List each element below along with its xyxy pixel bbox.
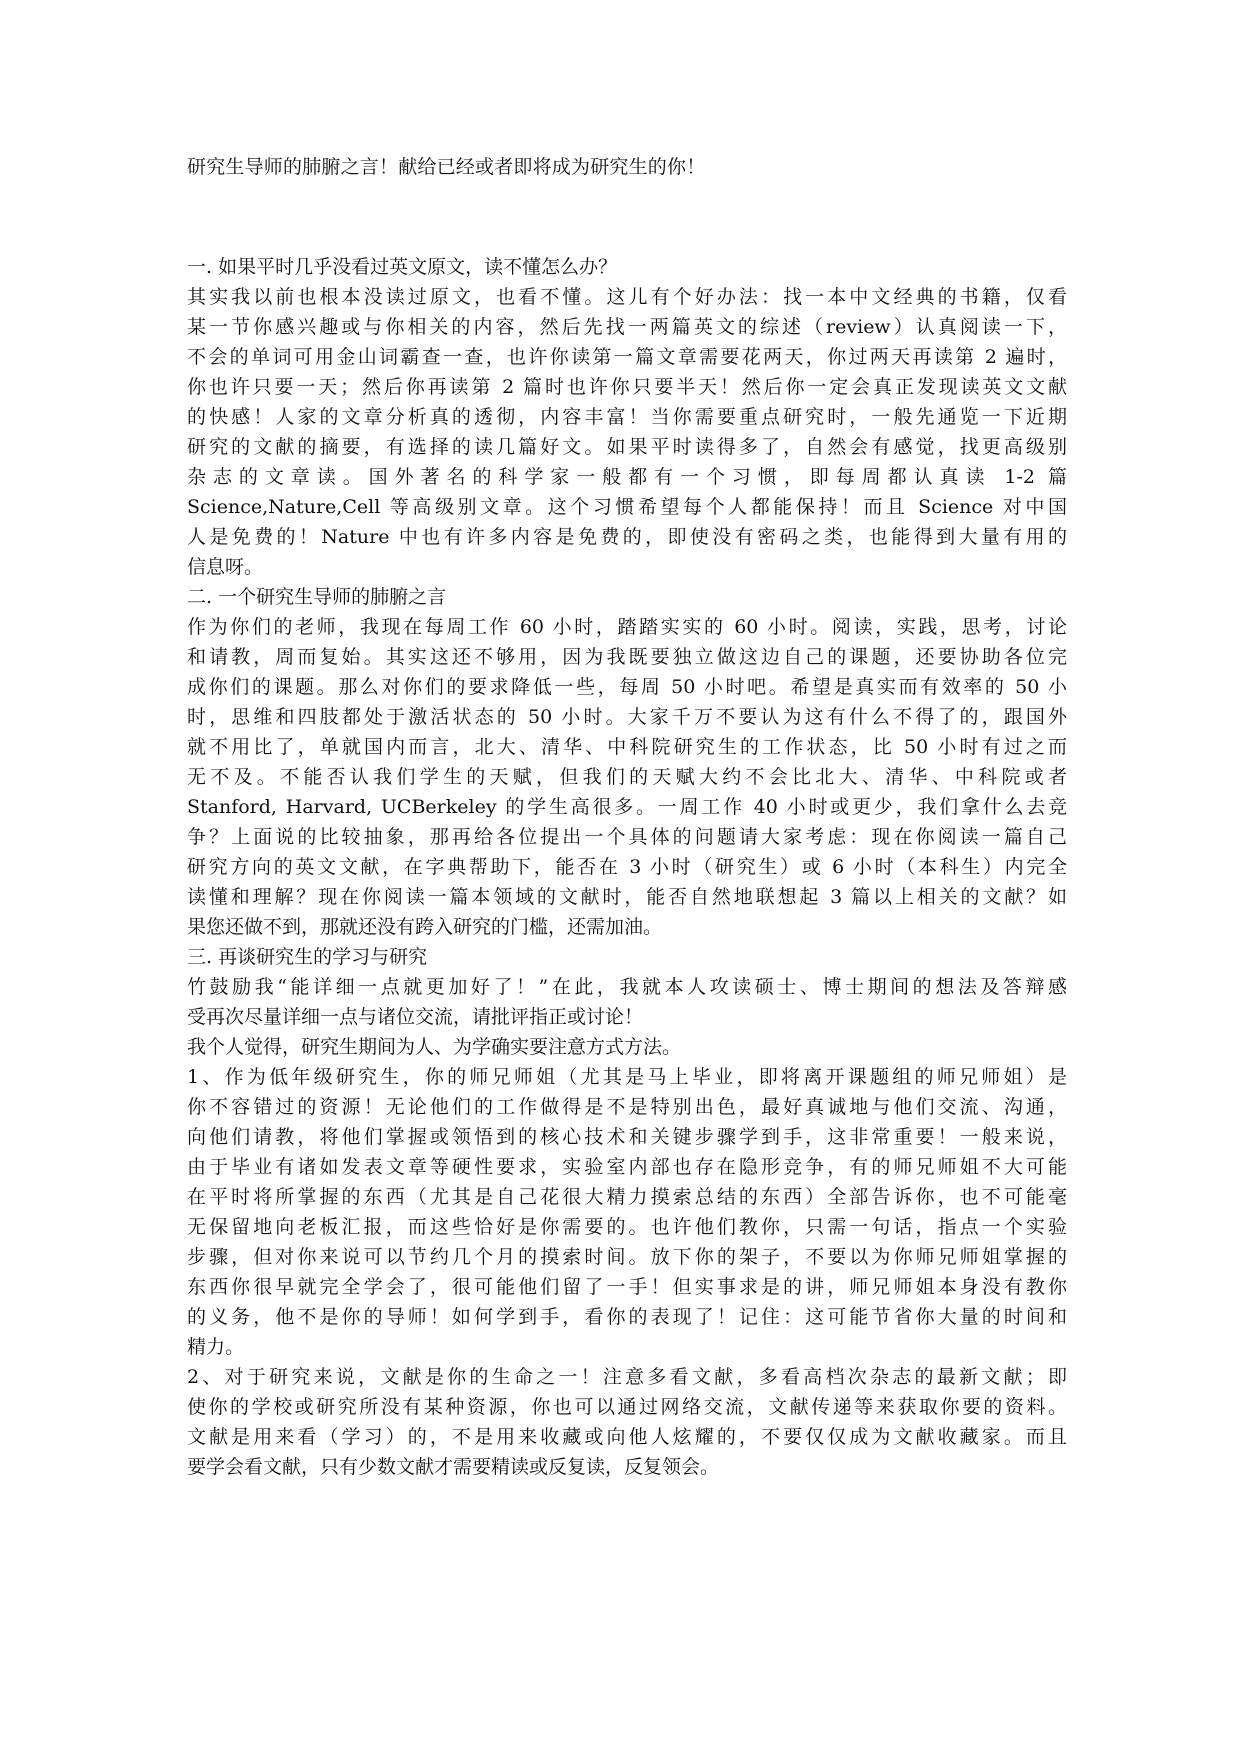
text-line: 果您还做不到，那就还没有跨入研究的门槛，还需加油。 [187, 916, 663, 938]
text-line: 其实我以前也根本没读过原文，也看不懂。这儿有个好办法：找一本中文经典的书籍，仅看 [187, 286, 1067, 308]
text-line: Stanford, Harvard, UCBerkeley 的学生高很多。一周工作 40 小时或更少，我们拿什么去竞 [187, 796, 1067, 818]
text-line: 精力。 [187, 1336, 245, 1358]
text-line: 我个人觉得，研究生期间为人、为学确实要注意方式方法。 [187, 1036, 682, 1058]
document-body [187, 252, 1067, 1482]
text-line: 你也许只要一天；然后你再读第 2 篇时也许你只要半天！然后你一定会真正发现读英文文献 [187, 376, 1067, 398]
text-line: 步骤，但对你来说可以节约几个月的摸索时间。放下你的架子，不要以为你师兄师姐掌握的 [187, 1246, 1067, 1268]
text-line: 某一节你感兴趣或与你相关的内容，然后先找一两篇英文的综述（review）认真阅读一下， [187, 316, 1067, 338]
text-line: 无不及。不能否认我们学生的天赋，但我们的天赋大约不会比北大、清华、中科院或者 [187, 766, 1067, 788]
text-line: 杂志的文章读。国外著名的科学家一般都有一个习惯，即每周都认真读 1-2 篇 [187, 466, 1067, 488]
text-line: 人是免费的！Nature 中也有许多内容是免费的，即使没有密码之类，也能得到大量有用的 [187, 526, 1067, 548]
text-line: 三. 再谈研究生的学习与研究 [187, 946, 428, 968]
text-line: Science,Nature,Cell 等高级别文章。这个习惯希望每个人都能保持！而且 Science 对中国 [187, 496, 1067, 518]
document-title: 研究生导师的肺腑之言！献给已经或者即将成为研究生的你！ [187, 156, 706, 178]
text-line: 读懂和理解？现在你阅读一篇本领域的文献时，能否自然地联想起 3 篇以上相关的文献？如 [187, 886, 1067, 908]
text-line: 就不用比了，单就国内而言，北大、清华、中科院研究生的工作状态，比 50 小时有过之而 [187, 736, 1067, 758]
text-line: 的快感！人家的文章分析真的透彻，内容丰富！当你需要重点研究时，一般先通览一下近期 [187, 406, 1067, 428]
text-line: 1、作为低年级研究生，你的师兄师姐（尤其是马上毕业，即将离开课题组的师兄师姐）是 [187, 1066, 1067, 1088]
text-line: 2、对于研究来说，文献是你的生命之一！注意多看文献，多看高档次杂志的最新文献；即 [187, 1366, 1067, 1388]
text-line: 由于毕业有诸如发表文章等硬性要求，实验室内部也存在隐形竞争，有的师兄师姐不大可能 [187, 1156, 1067, 1178]
text-line: 文献是用来看（学习）的，不是用来收藏或向他人炫耀的，不要仅仅成为文献收藏家。而且 [187, 1426, 1067, 1448]
text-line: 受再次尽量详细一点与诸位交流，请批评指正或讨论！ [187, 1006, 644, 1028]
text-line: 竹鼓励我“能详细一点就更加好了！”在此，我就本人攻读硕士、博士期间的想法及答辩感 [187, 976, 1067, 998]
text-line: 向他们请教，将他们掌握或领悟到的核心技术和关键步骤学到手，这非常重要！一般来说， [187, 1126, 1067, 1148]
text-line: 信息呀。 [187, 556, 264, 578]
text-line: 东西你很早就完全学会了，很可能他们留了一手！但实事求是的讲，师兄师姐本身没有教你 [187, 1276, 1067, 1298]
text-line: 研究方向的英文文献，在字典帮助下，能否在 3 小时（研究生）或 6 小时（本科生）内完全 [187, 856, 1067, 878]
text-line: 争？上面说的比较抽象，那再给各位提出一个具体的问题请大家考虑：现在你阅读一篇自己 [187, 826, 1067, 848]
text-line: 的义务，他不是你的导师！如何学到手，看你的表现了！记住：这可能节省你大量的时间和 [187, 1306, 1067, 1328]
text-line: 你不容错过的资源！无论他们的工作做得是不是特别出色，最好真诚地与他们交流、沟通， [187, 1096, 1067, 1118]
text-line: 二. 一个研究生导师的肺腑之言 [187, 586, 447, 608]
text-line: 一. 如果平时几乎没看过英文原文，读不懂怎么办？ [187, 256, 618, 278]
text-line: 研究的文献的摘要，有选择的读几篇好文。如果平时读得多了，自然会有感觉，找更高级别 [187, 436, 1067, 458]
text-line: 作为你们的老师，我现在每周工作 60 小时，踏踏实实的 60 小时。阅读，实践，思考，讨论 [187, 616, 1067, 638]
text-line: 在平时将所掌握的东西（尤其是自己花很大精力摸索总结的东西）全部告诉你，也不可能毫 [187, 1186, 1067, 1208]
text-line: 要学会看文献，只有少数文献才需要精读或反复读，反复领会。 [187, 1456, 720, 1478]
text-line: 时，思维和四肢都处于激活状态的 50 小时。大家千万不要认为这有什么不得了的，跟国外 [187, 706, 1067, 728]
text-line: 使你的学校或研究所没有某种资源，你也可以通过网络交流，文献传递等来获取你要的资料。 [187, 1396, 1067, 1418]
text-line: 成你们的课题。那么对你们的要求降低一些，每周 50 小时吧。希望是真实而有效率的 50 小 [187, 676, 1067, 698]
text-line: 无保留地向老板汇报，而这些恰好是你需要的。也许他们教你，只需一句话，指点一个实验 [187, 1216, 1067, 1238]
text-line: 和请教，周而复始。其实这还不够用，因为我既要独立做这边自己的课题，还要协助各位完 [187, 646, 1067, 668]
text-line: 不会的单词可用金山词霸查一查，也许你读第一篇文章需要花两天，你过两天再读第 2 遍时， [187, 346, 1067, 368]
